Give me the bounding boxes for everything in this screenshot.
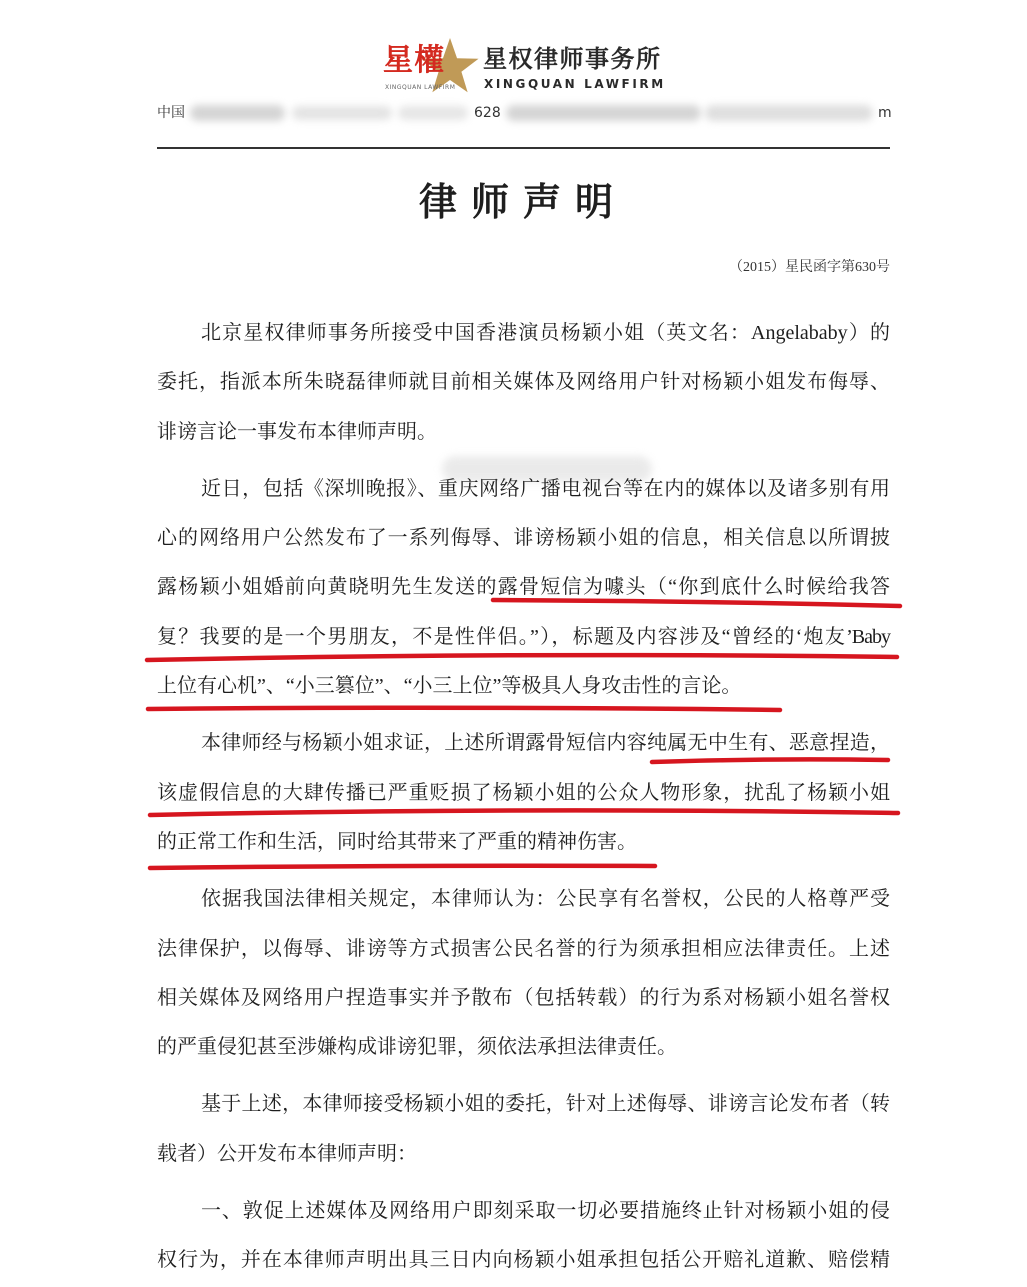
text-line: 依据我国法律相关规定，本律师认为：公民享有名誉权，公民的人格尊严受 bbox=[201, 888, 890, 911]
text-line: 露杨颖小姐婚前向黄晓明先生发送的露骨短信为噱头（“你到底什么时候给我答 bbox=[157, 576, 890, 599]
address-line bbox=[0, 103, 1027, 125]
redacted-blur bbox=[398, 106, 468, 120]
text-line: 一、敦促上述媒体及网络用户即刻采取一切必要措施终止针对杨颖小姐的侵 bbox=[201, 1200, 890, 1223]
paragraph-background bbox=[157, 465, 890, 711]
text-line: 相关媒体及网络用户捏造事实并予散布（包括转载）的行为系对杨颖小姐名誉权 bbox=[157, 986, 890, 1009]
logo-mark-subtext: XINGQUAN LAWFIRM bbox=[385, 84, 456, 91]
text-line: 复？我要的是一个男朋友，不是性伴侣。”），标题及内容涉及“曾经的‘炮友’Baby bbox=[157, 625, 890, 648]
text-line: 上位有心机”、“小三篡位”、“小三上位”等极具人身攻击性的言论。 bbox=[157, 675, 742, 698]
paragraph-demand-one bbox=[157, 1187, 890, 1286]
text-line: 的正常工作和生活，同时给其带来了严重的精神伤害。 bbox=[157, 830, 637, 853]
text-line: 近日，包括《深圳晚报》、重庆网络广播电视台等在内的媒体以及诸多别有用 bbox=[201, 477, 890, 500]
address-tail: m bbox=[878, 105, 892, 121]
text-line: 该虚假信息的大肆传播已严重贬损了杨颖小姐的公众人物形象，扰乱了杨颖小姐 bbox=[157, 781, 890, 804]
paragraph-engagement bbox=[157, 309, 890, 457]
redacted-blur bbox=[190, 105, 285, 121]
text-line: 心的网络用户公然发布了一系列侮辱、诽谤杨颖小姐的信息，相关信息以所谓披 bbox=[157, 527, 890, 550]
text-line: 委托，指派本所朱晓磊律师就目前相关媒体及网络用户针对杨颖小姐发布侮辱、 bbox=[157, 371, 890, 394]
address-unit: 628 bbox=[474, 105, 501, 121]
paragraph-verification bbox=[157, 719, 890, 867]
text-line: 诽谤言论一事发布本律师声明。 bbox=[157, 420, 437, 443]
page-title: 律师声明 bbox=[418, 182, 627, 224]
text-line: 本律师经与杨颖小姐求证，上述所谓露骨短信内容纯属无中生有、恶意捏造， bbox=[201, 732, 890, 755]
text-line: 载者）公开发布本律师声明： bbox=[157, 1142, 417, 1165]
redacted-blur bbox=[705, 105, 873, 121]
text-line: 基于上述，本律师接受杨颖小姐的委托，针对上述侮辱、诽谤言论发布者（转 bbox=[201, 1093, 890, 1116]
firm-name: 星权律师事务所 bbox=[483, 45, 662, 73]
text-line: 北京星权律师事务所接受中国香港演员杨颖小姐（英文名：Angelababy）的 bbox=[201, 322, 890, 344]
text-line: 权行为，并在本律师声明出具三日内向杨颖小姐承担包括公开赔礼道歉、赔偿精 bbox=[157, 1249, 890, 1272]
text-line: 法律保护，以侮辱、诽谤等方式损害公民名誉的行为须承担相应法律责任。上述 bbox=[157, 937, 890, 960]
address-country: 中国 bbox=[157, 105, 185, 121]
reference-number: （2015）星民函字第630号 bbox=[729, 260, 890, 275]
paragraph-declaration bbox=[157, 1080, 890, 1179]
paragraph-legal-basis bbox=[157, 875, 890, 1072]
logo-mark-text: 星權 bbox=[383, 43, 445, 78]
firm-name-english: XINGQUAN LAWFIRM bbox=[484, 77, 666, 91]
statement-body bbox=[157, 309, 890, 1286]
redacted-blur bbox=[292, 106, 392, 120]
redacted-blur bbox=[506, 105, 701, 121]
header-divider bbox=[157, 147, 890, 149]
text-line: 的严重侵犯甚至涉嫌构成诽谤犯罪，须依法承担法律责任。 bbox=[157, 1036, 677, 1059]
